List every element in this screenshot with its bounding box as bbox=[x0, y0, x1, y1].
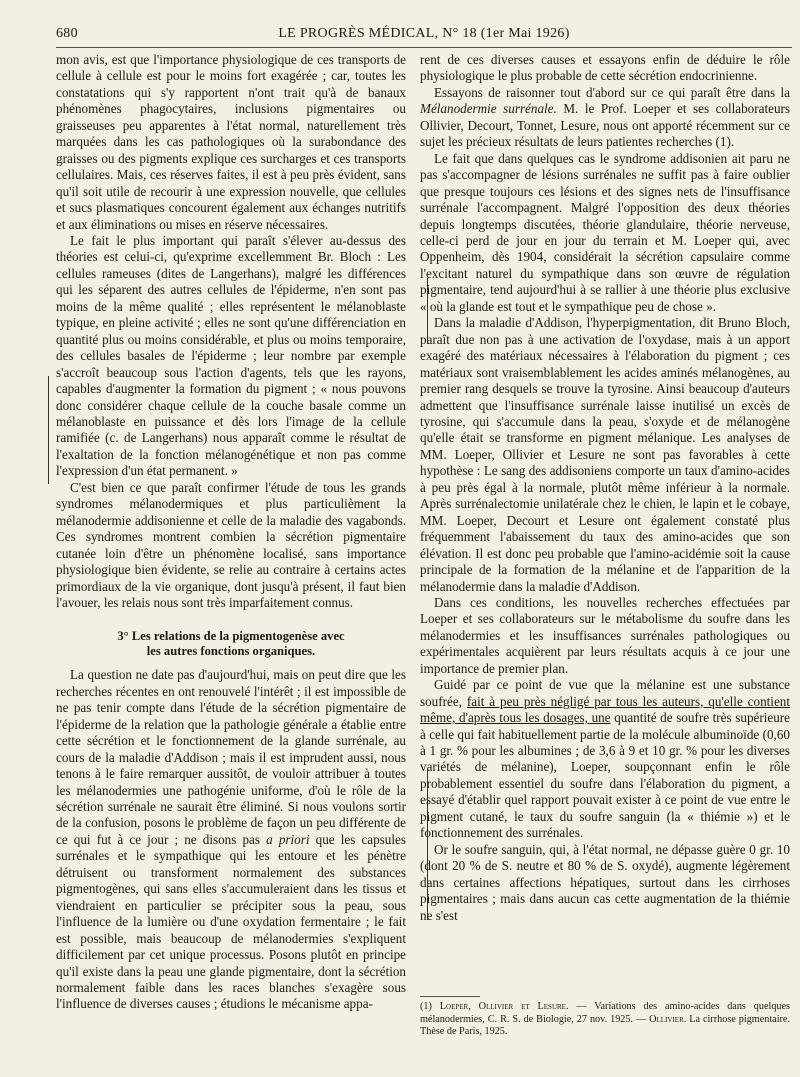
paragraph: Le fait que dans quelques cas le syndrome addisonien ait paru ne pas s'accompagner de lésions surrénales ne suffit pas à faire oublier que presque toujours ces lésions et des signes nets de l'insuffisance surrénale l'accompagnent. Malgré l'opposition des deux théories depuis longtemps discutées, théorie glandulaire, théorie nerveuse, celle-ci perd de jour en jour du terrain et M. Loeper qui, avec Oppenheim, dès 1904, considérait la sécrétion capsulaire comme l'excitant naturel du sympathique dans son œuvre de régulation pigmentaire, tend aujourd'hui à se rallier à une théorie plus exclusive « où la glande est tout et le sympathique peu de chose ». bbox=[420, 150, 790, 314]
text-run: Essayons de raisonner tout d'abord sur ce qui paraît être dans la bbox=[434, 84, 790, 100]
section-heading bbox=[56, 629, 406, 659]
paragraph: Dans la maladie d'Addison, l'hyperpigmentation, dit Bruno Bloch, paraît due non pas à une activation de l'oxydase, mais à un apport exagéré des matériaux nécessaires à l'élaboration du pigment ; ces matériaux sont vraisemblablement les acides aminés mélanogènes, au premier rang desquels se trouve la tyrosine. Ainsi beaucoup d'auteurs admettent que l'insuffisance surrénale laisse inutilisé un excès de tyrosine, qui s'accumule dans la peau, s'oxyde et de mélanogène qu'elle était se transforme en pigment mélanique. Les analyses de MM. Loeper, Ollivier et Lesure ne sont pas favorables à cette hypothèse : Le sang des addisoniens comporte un taux d'amino-acides à peu près égal à la normale, plutôt même inférieur à la normale. Après surrénalectomie unilatérale chez le chien, le lapin et le cobaye, MM. Loeper, Decourt et Lesure ont également constaté plus fréquemment l'abaissement du taux des amino-acides que son élévation. Il est donc peu probable que l'amino-acidémie soit la cause principale de la formation de la mélanine et de l'apparition de la mélanodermie dans la maladie d'Addison. bbox=[420, 315, 790, 594]
margin-bracket-mark bbox=[427, 278, 434, 344]
paragraph: Dans ces conditions, les nouvelles recherches effectuées par Loeper et ses collaborateurs sur le métabolisme du soufre dans les mélanodermies et les insuffisances surrénales pathologiques ou expérimentales acquièrent par leurs résultats acquis à ce jour une importance de premier plan. bbox=[420, 594, 790, 676]
right-column bbox=[420, 52, 790, 924]
paragraph: Le fait le plus important qui paraît s'élever au-dessus des théories est celui-ci, qu'exprime excellemment Br. Bloch : Les cellules rameuses (dites de Langerhans), malgré les différences qui les séparent des autres cellules de l'épiderme, n'en sont pas moins de la même qualité ; elles représentent le mélanoblaste typique, en pleine activité ; elles ne sont qu'une différenciation en quantité plus ou moins considérable, et plus ou moins temporaire, des cellules basales de l'épiderme ; leur nombre par exemple s'accroît beaucoup sous l'action d'agents, tels que les rayons, capables d'augmenter la formation du pigment ; « nous pouvons donc considérer chaque cellule de la couche basale comme un mélanoblaste en puissance et dès lors l'image de la cellule ramifiée (c. de Langerhans) nous apparaît comme le résultat de l'exaltation de la fonction mélanogénétique et non pas comme l'expression d'un état permanent. » bbox=[56, 232, 406, 479]
page-number: 680 bbox=[56, 26, 78, 41]
section-heading-line: 3° Les relations de la pigmentogenèse avec bbox=[117, 629, 345, 644]
running-title: LE PROGRÈS MÉDICAL, N° 18 (1er Mai 1926) bbox=[278, 26, 570, 41]
italic-phrase: a priori bbox=[266, 831, 310, 847]
text-run: quantité de soufre très supérieure à celle qui fait habituellement partie de la molécule albuminoïde (0,60 à 1 gr. % pour les albumines ; de 3,6 à 9 et 10 gr. % pour les diverses variétés de mélanine), Loeper, soupçonnant enfin le rôle probablement essentiel du soufre dans l'élaboration du pigment, a essayé d'établir quel rapport pouvait exister à ce point de vue entre le pigment cutané, le taux du soufre sanguin (la « thiémie ») et le fonctionnement des surrénales. bbox=[420, 710, 790, 841]
text-run: M. le Prof. Loeper et ses collaborateurs Ollivier, Decourt, Tonnet, Lesure, nous ont apporté récemment sur ce sujet les précieux résultats de leurs patientes recherches (1). bbox=[420, 101, 790, 150]
paragraph: C'est bien ce que paraît confirmer l'étude de tous les grands syndromes mélanodermiques et plus particulièment la mélanodermie addisonienne et celle de la maladie des vagabonds. Ces syndromes montrent combien la sécrétion pigmentaire cutanée loin d'être un phénomène localisé, sans importance physiologique bien évidente, se relie au contraire à certains actes primordiaux de la vie organique, dont jusqu'à présent, il faut bien l'avouer, les relais nous sont très imparfaitement connus. bbox=[56, 479, 406, 610]
paragraph bbox=[56, 667, 406, 1013]
footnote-block bbox=[420, 996, 790, 1039]
footnote-author: Ollivier. bbox=[649, 1013, 687, 1025]
margin-bracket-mark bbox=[48, 376, 55, 484]
footnote bbox=[420, 1001, 790, 1039]
paragraph bbox=[420, 85, 790, 151]
page-header bbox=[56, 26, 792, 46]
footnote-rule bbox=[420, 996, 480, 997]
text-run: Guidé par ce point de vue que la mélanine est une substance soufrée, bbox=[420, 677, 790, 709]
underlined-phrase: fait à peu près négligé par tous les auteurs, qu'elle contient même, d'après tous les dosages, une bbox=[420, 693, 790, 726]
italic-phrase: Mélanodermie surrénale. bbox=[420, 101, 557, 117]
paragraph: mon avis, est que l'importance physiologique de ces transports de cellule à cellule est pour le moins fort exagérée ; car, toutes les constatations qui s'y rapportent n'ont trait qu'à de banaux phénomènes phagocytaires, inclusions pigmentaires ou graisseuses peu apparentes à l'état normal, naturellement très marquées dans les cas pathologiques où la surabondance des graisses ou des pigments explique ces surcharges et ces transports cellulaires. Mais, ces réserves faites, il est à peu près évident, sans qu'il soit utile de recourir à une expression nouvelle, que cellules et sucs plasmatiques concourent également aux échanges nutritifs et aux éliminations ou mises en réserve nécessaires. bbox=[56, 52, 406, 232]
header-rule bbox=[56, 47, 792, 48]
margin-bracket-mark bbox=[427, 770, 434, 920]
footnote-text: La cirrhose pigmentaire. Thèse de Paris, 1925. bbox=[420, 1013, 790, 1037]
text-run: que les capsules surrénales et le sympathique qui les entoure et les pénètre détruisent ou transforment normalement des substances pigmentogènes, qui sans elles s'accumuleraient dans les tissus et viendraient en particulier se précipiter sous la peau, sous l'influence de la lumière ou d'une oxydation fermentaire ; le fait est possible, mais beaucoup de mélanodermies s'expliquent difficilement par cet unique processus. Posons plutôt en principe qu'il existe dans la peau une glande pigmentaire, dont la sécrétion normalement faible dans les races blanches s'exagère sous l'influence de diverses causes ; étudions le mécanisme appa- bbox=[56, 831, 406, 1012]
footnote-text: — Variations des amino-acides dans quelques mélanodermies, C. R. S. de Biologie, 27 nov. 1925. — bbox=[420, 1001, 790, 1025]
footnote-marker: (1) bbox=[420, 1001, 432, 1012]
left-column bbox=[56, 52, 406, 1013]
text-run: La question ne date pas d'aujourd'hui, mais on peut dire que les recherches récentes en ont renouvelé l'intérêt ; il est impossible de ne pas tenir compte dans l'étude de la sécrétion pigmentaire de l'épiderme de la relation que la pathologie générale a établie entre cette sécrétion et le fonctionnement de la glande surrénale, au cours de la maladie d'Addison ; mais il est imprudent aussi, nous tenons à le faire remarquer aussitôt, de vouloir attribuer à toutes les mélanodermies une pathogénie uniforme, d'où le rôle de la sécrétion surrénale ne saurait être éliminé. Si nous voulons sortir de la confusion, posons le problème de façon un peu différente de ce qui fut à ce jour ; ne disons pas bbox=[56, 667, 406, 847]
paragraph: rent de ces diverses causes et essayons enfin de déduire le rôle physiologique le plus probable de cette sécrétion endocrinienne. bbox=[420, 52, 790, 84]
paragraph: Or le soufre sanguin, qui, à l'état normal, ne dépasse guère 0 gr. 10 (dont 20 % de S. neutre et 80 % de S. oxydé), augmente légèrement dans certaines affections hépatiques, surtout dans les cirrhoses pigmentaires ; mais dans aucun cas cette augmentation de la thiémie ne s'est bbox=[420, 841, 790, 923]
section-heading-line: les autres fonctions organiques. bbox=[146, 644, 316, 659]
paragraph bbox=[420, 677, 790, 842]
footnote-authors: Loeper, Ollivier et Lesure. bbox=[439, 1001, 569, 1012]
